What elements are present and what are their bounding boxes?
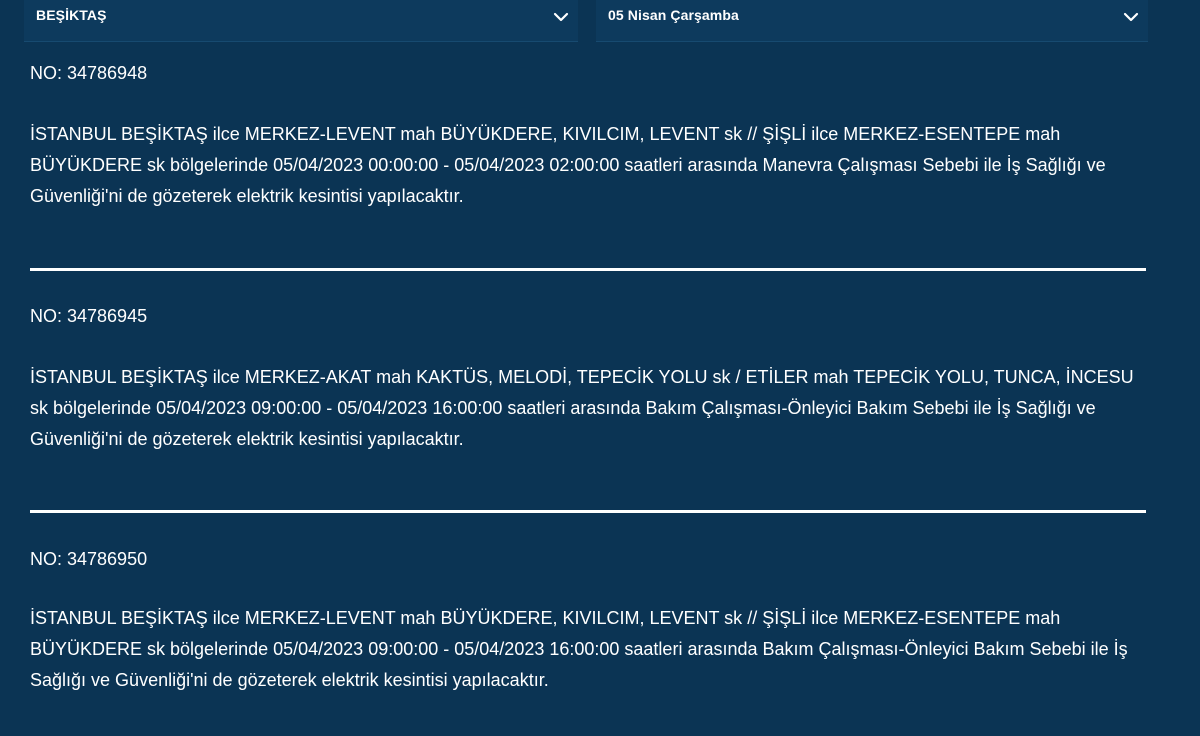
district-select-value: BEŞİKTAŞ — [36, 7, 107, 23]
date-select[interactable] — [596, 0, 1148, 42]
date-select-value: 05 Nisan Çarşamba — [608, 7, 739, 23]
entry-divider — [30, 268, 1146, 271]
filter-bar — [0, 0, 1200, 46]
outage-number: NO: 34786945 — [30, 306, 148, 326]
outage-description: İSTANBUL BEŞİKTAŞ ilce MERKEZ-LEVENT mah BÜYÜKDERE, KIVILCIM, LEVENT sk // ŞİŞLİ ilce MERKEZ-ESENTEPE mah BÜYÜKDERE sk bölgelerinde 05/04/2023 09:00:00 - 05/04/2023 16:00:00 saatleri arasında Bakım Çalışması-Önleyici Bakım Sebebi ile İş Sağlığı ve Güvenliği'ni de gözeterek elektrik kesintisi yapılacaktır. — [30, 608, 1128, 690]
district-select[interactable] — [24, 0, 578, 42]
outage-description: İSTANBUL BEŞİKTAŞ ilce MERKEZ-LEVENT mah BÜYÜKDERE, KIVILCIM, LEVENT sk // ŞİŞLİ ilce MERKEZ-ESENTEPE mah BÜYÜKDERE sk bölgelerinde 05/04/2023 00:00:00 - 05/04/2023 02:00:00 saatleri arasında Manevra Çalışması Sebebi ile İş Sağlığı ve Güvenliği'ni de gözeterek elektrik kesintisi yapılacaktır. — [30, 124, 1106, 206]
outage-description: İSTANBUL BEŞİKTAŞ ilce MERKEZ-AKAT mah KAKTÜS, MELODİ, TEPECİK YOLU sk / ETİLER mah TEPECİK YOLU, TUNCA, İNCESU sk bölgelerinde 05/04/2023 09:00:00 - 05/04/2023 16:00:00 saatleri arasında Bakım Çalışması-Önleyici Bakım Sebebi ile İş Sağlığı ve Güvenliği'ni de gözeterek elektrik kesintisi yapılacaktır. — [30, 367, 1134, 449]
chevron-down-icon — [552, 8, 570, 26]
outage-number: NO: 34786948 — [30, 63, 148, 83]
outage-number: NO: 34786950 — [30, 549, 148, 569]
chevron-down-icon — [1122, 8, 1140, 26]
entry-divider — [30, 510, 1146, 513]
